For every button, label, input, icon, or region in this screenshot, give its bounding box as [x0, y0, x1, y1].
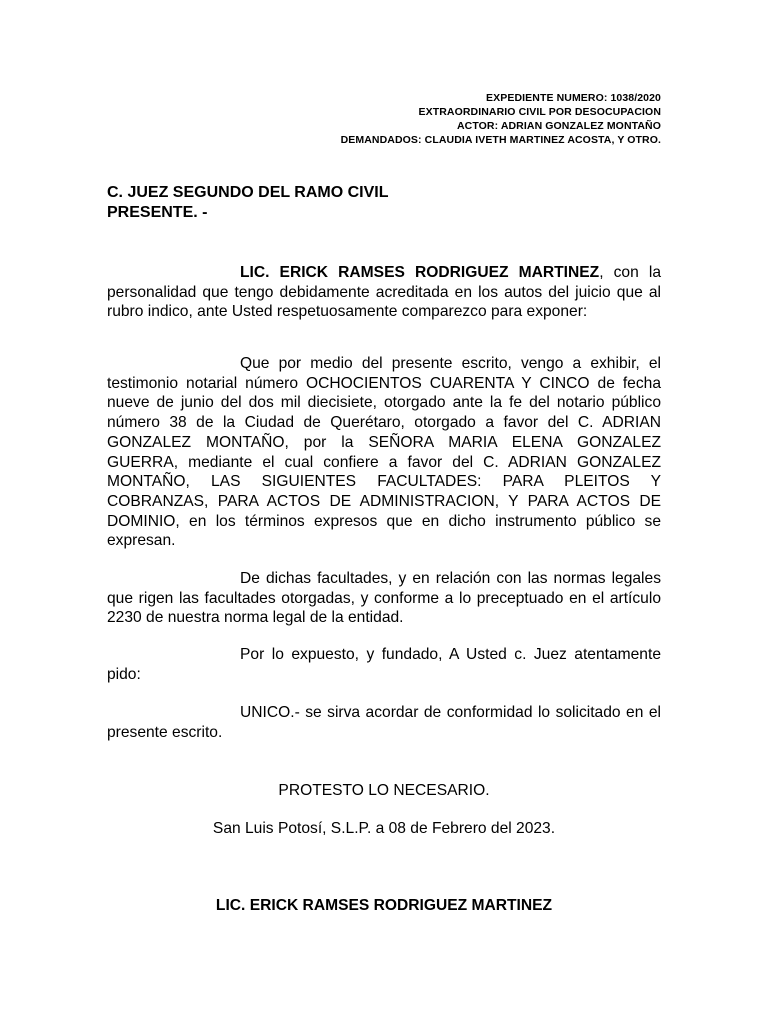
body-paragraph-2: [107, 569, 661, 628]
intro-name: LIC. ERICK RAMSES RODRIGUEZ MARTINEZ: [240, 264, 600, 281]
body-paragraph-2-text: De dichas facultades, y en relación con las normas legales que rigen las facultades otorgadas, y conforme a lo preceptuado en el artículo 2230 de nuestra norma legal de la entidad.: [107, 570, 661, 627]
addressee-present: PRESENTE. -: [107, 204, 208, 221]
body-paragraph-3: [107, 645, 661, 684]
intro-text: , con la personalidad que tengo debidamente acreditada en los autos del juicio que al rubro indico, ante Usted respetuosamente comparezco para exponer:: [107, 264, 661, 321]
intro-paragraph: [107, 263, 661, 322]
case-actor: ACTOR: ADRIAN GONZALEZ MONTAÑO: [456, 120, 661, 132]
addressee: [107, 183, 389, 223]
case-header: [341, 91, 661, 147]
body-paragraph-3-text: Por lo expuesto, y fundado, A Usted c. Juez atentamente pido:: [107, 646, 661, 683]
place-date: San Luis Potosí, S.L.P. a 08 de Febrero del 2023.: [212, 820, 556, 837]
body-paragraph-1: [107, 354, 661, 551]
body-paragraph-1-text: Que por medio del presente escrito, vengo a exhibir, el testimonio notarial número OCHOCIENTOS CUARENTA Y CINCO de fecha nueve de junio del dos mil diecisiete, otorgado ante la fe del notario público número 38 de la Ciudad de Querétaro, otorgado a favor del C. ADRIAN GONZALEZ MONTAÑO, por la SEÑORA MARIA ELENA GONZALEZ GUERRA, mediante el cual confiere a favor del C. ADRIAN GONZALEZ MONTAÑO, LAS SIGUIENTES FACULTADES: PARA PLEITOS Y COBRANZAS, PARA ACTOS DE ADMINISTRACION, Y PARA ACTOS DE DOMINIO, en los términos expresos que en dicho instrumento público se expresan.: [107, 355, 661, 550]
case-number: EXPEDIENTE NUMERO: 1038/2020: [486, 92, 661, 104]
case-type: EXTRAORDINARIO CIVIL POR DESOCUPACION: [418, 106, 661, 118]
protesto-line: PROTESTO LO NECESARIO.: [278, 782, 490, 799]
body-paragraph-4-text: UNICO.- se sirva acordar de conformidad lo solicitado en el presente escrito.: [107, 704, 661, 741]
body-paragraph-4: [107, 703, 661, 742]
case-defendants: DEMANDADOS: CLAUDIA IVETH MARTINEZ ACOSTA, Y OTRO.: [340, 134, 661, 146]
addressee-judge: C. JUEZ SEGUNDO DEL RAMO CIVIL: [107, 184, 389, 201]
signature-name: LIC. ERICK RAMSES RODRIGUEZ MARTINEZ: [215, 897, 553, 914]
